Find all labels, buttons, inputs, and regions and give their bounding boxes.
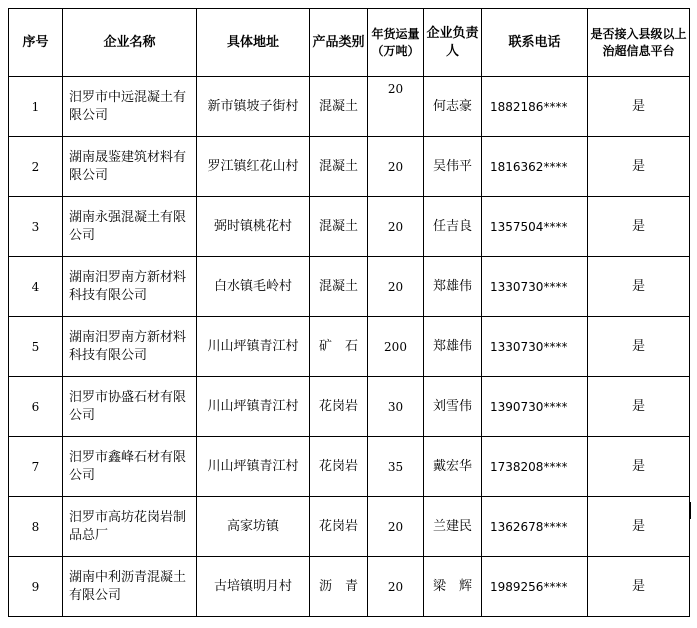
cell-platform: 是 <box>588 257 690 317</box>
cell-volume: 20 <box>368 77 424 137</box>
cell-category: 花岗岩 <box>310 497 368 557</box>
cell-company: 汨罗市鑫峰石材有限公司 <box>63 437 197 497</box>
cell-seq: 4 <box>9 257 63 317</box>
cell-company: 湖南汨罗南方新材料科技有限公司 <box>63 317 197 377</box>
edge-mark <box>689 502 691 519</box>
header-category: 产品类别 <box>310 9 368 77</box>
cell-address: 川山坪镇青江村 <box>197 317 310 377</box>
header-platform: 是否接入县级以上治超信息平台 <box>588 9 690 77</box>
cell-phone: 1330730**** <box>482 317 588 377</box>
cell-platform: 是 <box>588 557 690 617</box>
cell-address: 古培镇明月村 <box>197 557 310 617</box>
cell-platform: 是 <box>588 437 690 497</box>
header-address: 具体地址 <box>197 9 310 77</box>
cell-seq: 2 <box>9 137 63 197</box>
cell-address: 川山坪镇青江村 <box>197 377 310 437</box>
cell-address: 新市镇坡子街村 <box>197 77 310 137</box>
header-phone: 联系电话 <box>482 9 588 77</box>
cell-phone: 1882186**** <box>482 77 588 137</box>
cell-phone: 1816362**** <box>482 137 588 197</box>
cell-person: 梁 辉 <box>424 557 482 617</box>
table-row <box>9 377 690 437</box>
table-row <box>9 77 690 137</box>
cell-category: 沥 青 <box>310 557 368 617</box>
cell-seq: 7 <box>9 437 63 497</box>
cell-category: 混凝土 <box>310 257 368 317</box>
table-row <box>9 497 690 557</box>
cell-platform: 是 <box>588 317 690 377</box>
cell-phone: 1362678**** <box>482 497 588 557</box>
cell-category: 花岗岩 <box>310 437 368 497</box>
cell-phone: 1738208**** <box>482 437 588 497</box>
table-row <box>9 137 690 197</box>
cell-person: 郑雄伟 <box>424 317 482 377</box>
cell-volume: 35 <box>368 437 424 497</box>
cell-volume: 20 <box>368 137 424 197</box>
header-company: 企业名称 <box>63 9 197 77</box>
cell-phone: 1357504**** <box>482 197 588 257</box>
cell-person: 吴伟平 <box>424 137 482 197</box>
cell-address: 白水镇毛岭村 <box>197 257 310 317</box>
header-row <box>9 9 690 77</box>
cell-platform: 是 <box>588 497 690 557</box>
table-row <box>9 257 690 317</box>
cell-category: 矿 石 <box>310 317 368 377</box>
header-volume: 年货运量（万吨） <box>368 9 424 77</box>
cell-seq: 5 <box>9 317 63 377</box>
cell-seq: 6 <box>9 377 63 437</box>
cell-platform: 是 <box>588 137 690 197</box>
cell-person: 戴宏华 <box>424 437 482 497</box>
cell-phone: 1330730**** <box>482 257 588 317</box>
cell-company: 湖南汨罗南方新材料科技有限公司 <box>63 257 197 317</box>
table-row <box>9 557 690 617</box>
cell-address: 弼时镇桃花村 <box>197 197 310 257</box>
enterprise-table <box>8 8 690 617</box>
cell-company: 汨罗市中远混凝土有限公司 <box>63 77 197 137</box>
cell-company: 湖南晟鉴建筑材料有限公司 <box>63 137 197 197</box>
table-row <box>9 317 690 377</box>
cell-volume: 20 <box>368 197 424 257</box>
table-row <box>9 197 690 257</box>
cell-category: 花岗岩 <box>310 377 368 437</box>
cell-category: 混凝土 <box>310 197 368 257</box>
cell-category: 混凝土 <box>310 77 368 137</box>
cell-platform: 是 <box>588 77 690 137</box>
cell-company: 湖南永强混凝土有限公司 <box>63 197 197 257</box>
cell-volume: 20 <box>368 497 424 557</box>
cell-volume: 20 <box>368 257 424 317</box>
header-seq: 序号 <box>9 9 63 77</box>
cell-person: 任吉良 <box>424 197 482 257</box>
cell-seq: 1 <box>9 77 63 137</box>
cell-person: 郑雄伟 <box>424 257 482 317</box>
header-person: 企业负责人 <box>424 9 482 77</box>
cell-person: 兰建民 <box>424 497 482 557</box>
cell-seq: 8 <box>9 497 63 557</box>
cell-address: 高家坊镇 <box>197 497 310 557</box>
cell-company: 汨罗市协盛石材有限公司 <box>63 377 197 437</box>
cell-volume: 20 <box>368 557 424 617</box>
cell-volume: 30 <box>368 377 424 437</box>
cell-seq: 9 <box>9 557 63 617</box>
cell-company: 汨罗市高坊花岗岩制品总厂 <box>63 497 197 557</box>
cell-category: 混凝土 <box>310 137 368 197</box>
cell-phone: 1989256**** <box>482 557 588 617</box>
cell-address: 川山坪镇青江村 <box>197 437 310 497</box>
cell-platform: 是 <box>588 377 690 437</box>
cell-person: 何志豪 <box>424 77 482 137</box>
cell-address: 罗江镇红花山村 <box>197 137 310 197</box>
cell-phone: 1390730**** <box>482 377 588 437</box>
cell-volume: 200 <box>368 317 424 377</box>
cell-company: 湖南中利沥青混凝土有限公司 <box>63 557 197 617</box>
table-row <box>9 437 690 497</box>
cell-seq: 3 <box>9 197 63 257</box>
cell-platform: 是 <box>588 197 690 257</box>
cell-person: 刘雪伟 <box>424 377 482 437</box>
